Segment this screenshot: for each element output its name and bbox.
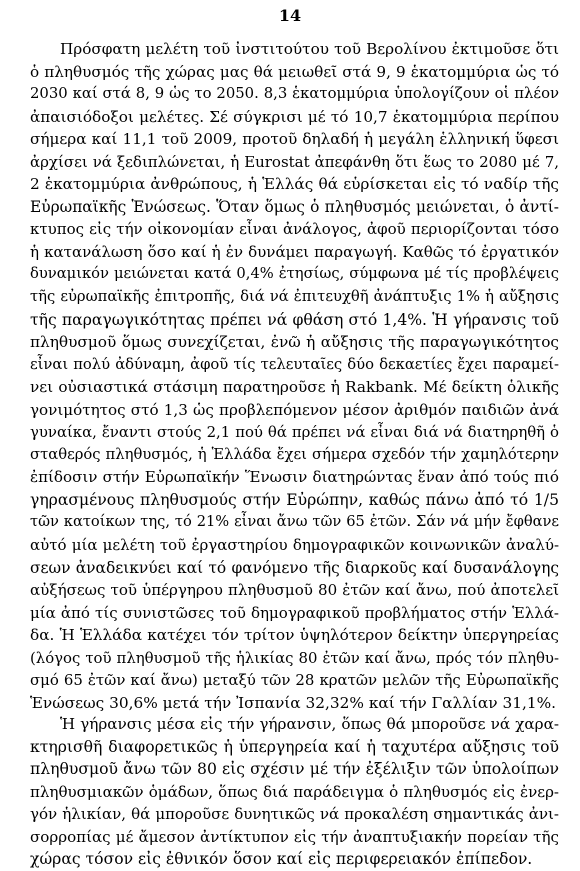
text-line: τῶν κατοίκων της, τό 21% εἶναι ἄνω τῶν 65 ἐτῶν. Σάν νά μήν ἔφθανε [30, 513, 559, 531]
text-line: εἶναι πολύ ἀδύναμη, ἀφοῦ τίς τελευταῖες δύο δεκαετίες ἔχει παραμεί- [30, 355, 559, 373]
text-line: σμό 65 ἐτῶν καί ἄνω) μεταξύ τῶν 28 κρατῶν μελῶν τῆς Εὐρωπαϊκῆς [30, 671, 559, 690]
paragraph-1 [30, 38, 559, 714]
text-line: κτυπος εἰς τήν οἰκονομίαν εἶναι ἀνάλογος, ἀφοῦ περιορίζονται τόσο [30, 220, 559, 239]
text-line: γυναίκα, ἔναντι στούς 2,1 πού θά πρέπει νά εἶναι διά νά διατηρηθῆ ὁ [30, 423, 559, 442]
text-line: ἀρχίσει νά ξεδιπλώνεται, ἡ Eurostat ἀπεφάνθη ὅτι ἕως το 2080 μέ 7, [30, 152, 559, 171]
text-line: Πρόσφατη μελέτη τοῦ ἰνστιτούτου τοῦ Βερολίνου ἐκτιμοῦσε ὅτι [60, 40, 559, 58]
text-line: γηρασμένους πληθυσμούς στήν Εὐρώπην, καθώς πάνω ἀπό τό 1/5 [30, 490, 559, 509]
text-line: πληθυσμοῦ ὅμως συνεχίζεται, ἐνῶ ἡ αὔξησις τῆς παραγωγικότητος [30, 333, 559, 352]
text-line: ἐπίδοσιν στήν Εὐρωπαϊκήν Ἕνωσιν διατηρώντας ἕναν ἀπό τούς πιό [30, 468, 559, 487]
text-line: τῆς εὐρωπαϊκῆς ἐπιτροπῆς, διά νά ἐπιτευχθῆ ἀνάπτυξις 1% ἡ αὔξησις [30, 288, 559, 306]
text-line: δυναμικόν μειώνεται κατά 0,4% ἐτησίως, σύμφωνα μέ τίς προβλέψεις [30, 265, 559, 283]
text-line: σήμερα καί 11,1 τοῦ 2009, προτοῦ δηλαδή ἡ μεγάλη ἑλληνική ὕφεσι [30, 130, 559, 149]
text-line: μία ἀπό τίς συνιστῶσες τοῦ δημογραφικοῦ προβλήματος στήν Ἑλλά- [30, 603, 559, 622]
text-line: νει οὐσιαστικά στάσιμη παρατηροῦσε ἡ Rakbank. Μέ δείκτη ὁλικῆς [30, 378, 559, 397]
text-line: πληθυσμοῦ ἄνω τῶν 80 εἰς σχέσιν μέ τήν ἐξέλιξιν τῶν ὑπολοίπων [30, 760, 559, 779]
text-line: Εὐρωπαϊκῆς Ἑνώσεως. Ὅταν ὅμως ὁ πληθυσμός μειώνεται, ὁ ἀντί- [30, 197, 559, 216]
text-line: ὁ πληθυσμός τῆς χώρας μας θά μειωθεῖ στά 9, 9 ἑκατομμύρια ὡς τό [30, 62, 559, 81]
text-line: γονιμότητος στό 1,3 ὡς προβλεπόμενον μέσον ἀριθμόν παιδιῶν ἀνά [30, 400, 559, 419]
page-number: 14 [278, 6, 302, 25]
text-line: πληθυσμιακῶν ὁμάδων, ὅπως διά παράδειγμα ὁ πληθυσμός εἰς ἐνερ- [30, 782, 559, 801]
text-line: Ἡ γήρανσις μέσα εἰς τήν γήρανσιν, ὅπως θά μποροῦσε νά χαρα- [60, 715, 559, 733]
text-line: (λόγος τοῦ πληθυσμοῦ τῆς ἡλικίας 80 ἐτῶν καί ἄνω, πρός τόν πληθυ- [30, 648, 559, 667]
paragraph-2 [30, 713, 559, 871]
text-line: Ἑνώσεως 30,6% μετά τήν Ἰσπανία 32,32% καί τήν Γαλλίαν 31,1%. [30, 693, 557, 712]
text-line: σορροπίας μέ ἄμεσον ἀντίκτυπον εἰς τήν ἀναπτυξιακήν πορείαν τῆς [30, 827, 559, 846]
text-line: ἡ κατανάλωση ὅσο καί ἡ ἐν δυνάμει παραγωγή. Καθῶς τό ἐργατικόν [30, 242, 559, 261]
text-line: χώρας τόσον εἰς ἐθνικόν ὅσον καί εἰς περιφερειακόν ἐπίπεδον. [30, 850, 533, 869]
text-line: γόν ἡλικίαν, θά μποροῦσε δυνητικῶς νά προκαλέση σημαντικάς ἀνι- [30, 805, 559, 824]
text-line: 2030 καί στά 8, 9 ὡς το 2050. 8,3 ἑκατομμύρια ὑπολογίζουν οἱ πλέον [30, 85, 559, 103]
text-line: σταθερός πληθυσμός, ἡ Ἑλλάδα ἔχει σήμερα σχεδόν τήν χαμηλότερην [30, 445, 559, 463]
text-line: αὐτό μία μελέτη τοῦ ἐργαστηρίου δημογραφικῶν κοινωνικῶν ἀναλύ- [30, 536, 559, 555]
text-line: κτηρισθῆ διαφορετικῶς ἡ ὑπεργηρεία καί ἡ ταχυτέρα αὔξησις τοῦ [30, 737, 559, 756]
text-line: αὐξήσεως τοῦ ὑπέργηρου πληθυσμοῦ 80 ἐτῶν καί ἄνω, πού ἀποτελεῖ [30, 581, 559, 600]
text-line: δα. Ἡ Ἑλλάδα κατέχει τόν τρίτον ὑψηλότερον δείκτην ὑπεργηρείας [30, 626, 559, 645]
text-line: σεων ἀναδεικνύει καί τό φανόμενο τῆς διαρκοῦς καί δυσανάλογης [30, 558, 559, 577]
text-line: 2 ἑκατομμύρια ἀνθρώπους, ἡ Ἑλλάς θά εὑρίσκεται εἰς τό ναδίρ τῆς [30, 175, 559, 194]
text-line: ἀπαισιόδοξοι μελέτες. Σέ σύγκρισι μέ τό 10,7 ἑκατομμύρια περίπου [30, 107, 559, 126]
text-line: τῆς παραγωγικότητας πρέπει νά φθάση στό 1,4%. Ἡ γήρανσις τοῦ [30, 310, 559, 329]
